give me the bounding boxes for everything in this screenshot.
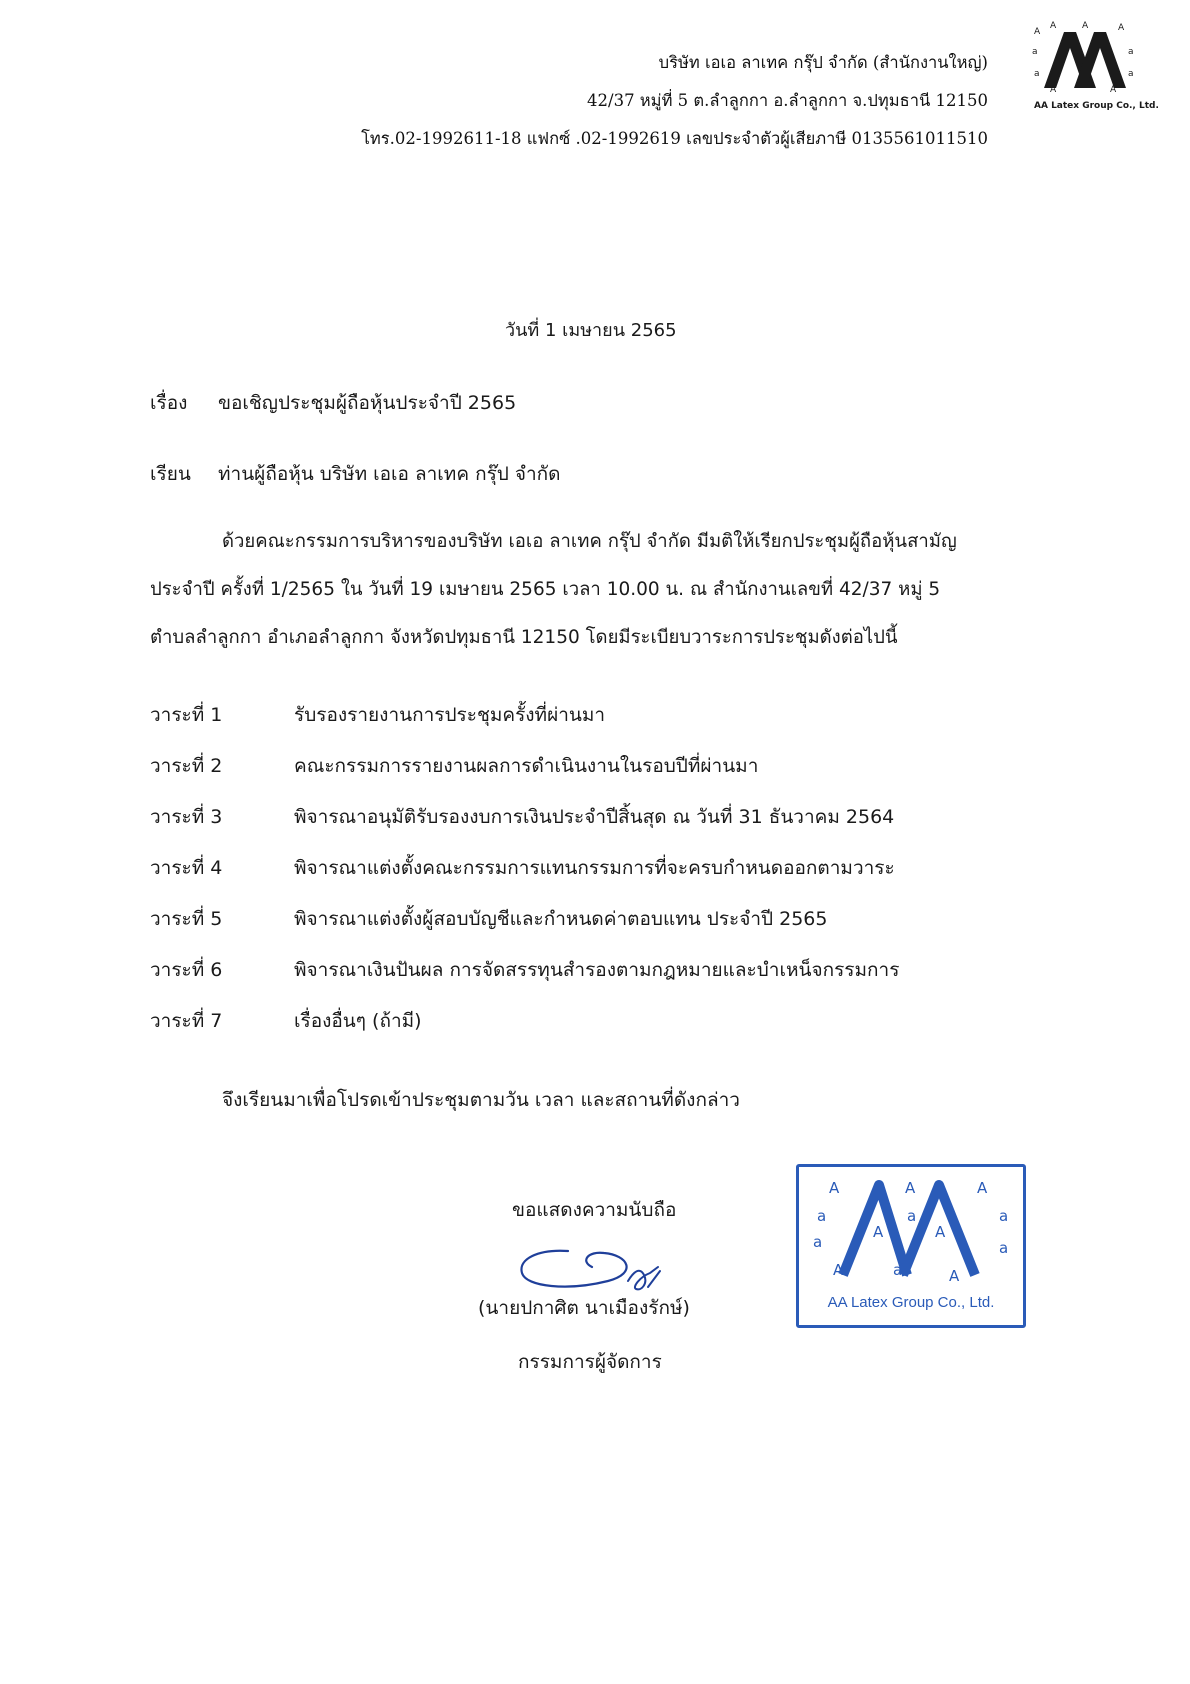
svg-text:A: A [1110,85,1117,95]
agenda-number: วาระที่ 1 [150,704,223,726]
svg-text:a: a [1032,47,1038,57]
svg-text:A: A [935,1223,946,1241]
recipient-value: ท่านผู้ถือหุ้น บริษัท เอเอ ลาเทค กรุ๊ป จำกัด [218,463,561,485]
svg-text:a: a [1128,69,1134,79]
agenda-text: พิจารณาแต่งตั้งผู้สอบบัญชีและกำหนดค่าตอบแทน ประจำปี 2565 [294,908,828,930]
svg-text:a: a [1034,69,1040,79]
logo-caption: AA Latex Group Co., Ltd. [1034,101,1159,111]
svg-text:a: a [907,1207,917,1225]
svg-text:A: A [873,1223,884,1241]
body-paragraph [150,518,1050,662]
svg-text:a: a [893,1261,903,1279]
agenda-text: คณะกรรมการรายงานผลการดำเนินงานในรอบปีที่ผ่านมา [294,755,759,777]
agenda-list [150,700,1050,1057]
svg-text:a: a [817,1207,827,1225]
letterhead-contact: โทร.02-1992611-18 แฟกซ์ .02-1992619 เลขประจำตัวผู้เสียภาษี 0135561011510 [361,129,988,148]
body-line-2: ประจำปี ครั้งที่ 1/2565 ใน วันที่ 19 เมษายน 2565 เวลา 10.00 น. ณ สำนักงานเลขที่ 42/37 หมู่ 5 [150,579,941,600]
regards-text: ขอแสดงความนับถือ [512,1199,677,1221]
subject-label: เรื่อง [150,392,188,414]
svg-text:A: A [1082,21,1089,31]
agenda-item [150,1006,1050,1057]
body-line-1: ด้วยคณะกรรมการบริหารของบริษัท เอเอ ลาเทค กรุ๊ป จำกัด มีมติให้เรียกประชุมผู้ถือหุ้นสามัญ [222,531,957,552]
svg-text:A: A [1118,23,1125,33]
agenda-number: วาระที่ 4 [150,857,223,879]
letterhead [361,44,988,158]
agenda-number: วาระที่ 6 [150,959,223,981]
svg-text:a: a [999,1207,1009,1225]
letter-date: วันที่ 1 เมษายน 2565 [505,320,677,341]
agenda-text: รับรองรายงานการประชุมครั้งที่ผ่านมา [294,704,606,726]
agenda-number: วาระที่ 5 [150,908,223,930]
agenda-text: พิจารณาเงินปันผล การจัดสรรทุนสำรองตามกฎหมายและบำเหน็จกรรมการ [294,959,900,981]
svg-text:A: A [829,1179,840,1197]
closing-sentence: จึงเรียนมาเพื่อโปรดเข้าประชุมตามวัน เวลา และสถานที่ดังกล่าว [222,1089,740,1111]
agenda-item [150,700,1050,751]
signatory-name: (นายปกาศิต นาเมืองรักษ์) [478,1297,690,1319]
agenda-text: พิจารณาอนุมัติรับรองงบการเงินประจำปีสิ้นสุด ณ วันที่ 31 ธันวาคม 2564 [294,806,895,828]
svg-text:A: A [977,1179,988,1197]
svg-text:A: A [1034,27,1041,37]
agenda-text: พิจารณาแต่งตั้งคณะกรรมการแทนกรรมการที่จะครบกำหนดออกตามวาระ [294,857,895,879]
svg-text:A: A [949,1267,960,1285]
company-logo [1030,18,1159,114]
recipient-label: เรียน [150,463,191,485]
letterhead-address: 42/37 หมู่ที่ 5 ต.ลำลูกกา อ.ลำลูกกา จ.ปทุมธานี 12150 [587,91,988,110]
agenda-item [150,751,1050,802]
svg-text:a: a [1128,47,1134,57]
agenda-number: วาระที่ 3 [150,806,223,828]
signatory-title: กรรมการผู้จัดการ [518,1351,662,1373]
body-line-3: ตำบลลำลูกกา อำเภอลำลูกกา จังหวัดปทุมธานี 12150 โดยมีระเบียบวาระการประชุมดังต่อไปนี้ [150,627,898,648]
agenda-item [150,955,1050,1006]
stamp-logo-icon [803,1171,1017,1291]
letterhead-company: บริษัท เอเอ ลาเทค กรุ๊ป จำกัด (สำนักงานใหญ่) [658,53,988,72]
svg-text:A: A [1050,85,1057,95]
svg-text:A: A [833,1261,844,1279]
agenda-item [150,802,1050,853]
agenda-item [150,853,1050,904]
agenda-number: วาระที่ 7 [150,1010,223,1032]
stamp-caption: AA Latex Group Co., Ltd. [827,1294,995,1311]
subject-value: ขอเชิญประชุมผู้ถือหุ้นประจำปี 2565 [218,392,517,414]
agenda-item [150,904,1050,955]
svg-text:a: a [813,1233,823,1251]
svg-text:A: A [1050,21,1057,31]
svg-text:a: a [999,1239,1009,1257]
agenda-text: เรื่องอื่นๆ (ถ้ามี) [294,1010,422,1032]
agenda-number: วาระที่ 2 [150,755,223,777]
svg-text:A: A [905,1179,916,1197]
company-stamp [796,1164,1026,1328]
